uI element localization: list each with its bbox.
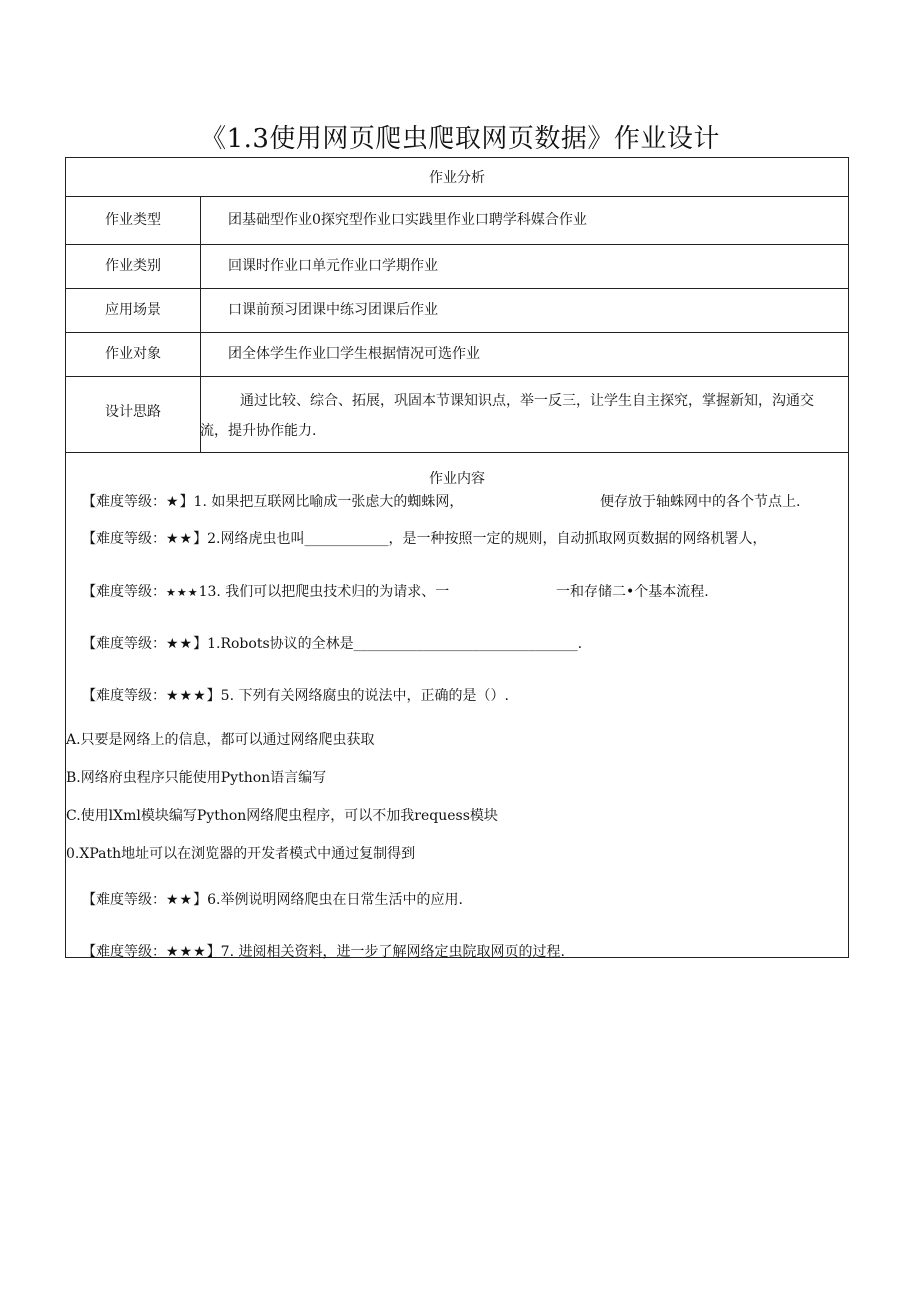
row-label-audience: 作业对象 bbox=[105, 346, 161, 362]
difficulty-label: 【难度等级： bbox=[82, 688, 166, 704]
question-1 bbox=[82, 491, 463, 511]
difficulty-stars: ★★★ bbox=[166, 586, 199, 599]
question-4 bbox=[82, 633, 582, 653]
question-text: 】7. 进阅相关资料，进一步了解网络定虫院取网页的过程. bbox=[206, 944, 565, 960]
row-divider bbox=[66, 452, 848, 453]
difficulty-stars: ★★★ bbox=[166, 944, 207, 960]
row-divider bbox=[66, 288, 848, 289]
question-text: 】2.网络虎虫也叫____________，是一种按照一定的规则，自动抓取网页数据的网络机署人， bbox=[193, 531, 767, 547]
question-text: 13. 我们可以把爬虫技术归的为请求、一 bbox=[198, 584, 450, 600]
document-title: 《1.3使用网页爬虫爬取网页数据》作业设计 bbox=[200, 124, 720, 154]
row-divider bbox=[66, 196, 848, 197]
option-c: C.使用lXml模块编写Python网络爬虫程序，可以不加我requess模块 bbox=[66, 808, 498, 824]
homework-table bbox=[65, 157, 849, 958]
difficulty-label: 【难度等级： bbox=[82, 944, 166, 960]
difficulty-stars: ★★ bbox=[166, 531, 194, 547]
difficulty-label: 【难度等级： bbox=[82, 636, 166, 652]
row-label-category: 作业类别 bbox=[105, 258, 161, 274]
row-label-type: 作业类型 bbox=[105, 212, 161, 228]
row-label-scenario: 应用场景 bbox=[105, 302, 161, 318]
row-value-design: 通过比较、综合、拓展，巩固本节课知识点，举一反三，让学生自主探究，掌握新知，沟通交流，提升协作能力. bbox=[200, 393, 814, 439]
row-value-category: 回课时作业口单元作业口学期作业 bbox=[228, 258, 438, 274]
option-b: B.网络府虫程序只能使用Python语言编写 bbox=[66, 770, 327, 786]
row-value-type: 团基础型作业0探究型作业口实践里作业口聘学科媒合作业 bbox=[228, 212, 587, 228]
difficulty-stars: ★ bbox=[166, 494, 180, 510]
option-a: A.只要是网络上的信息，都可以通过网络爬虫获取 bbox=[66, 732, 375, 748]
option-d: 0.XPath地址可以在浏览器的开发者模式中通过复制得到 bbox=[66, 846, 416, 862]
question-1-tail: 便存放于轴蛛网中的各个节点上. bbox=[600, 494, 801, 510]
difficulty-label: 【难度等级： bbox=[82, 892, 166, 908]
difficulty-stars: ★★ bbox=[166, 636, 194, 652]
question-3-tail: 一和存储二•个基本流程. bbox=[556, 584, 709, 600]
difficulty-label: 【难度等级： bbox=[82, 494, 166, 510]
question-7 bbox=[82, 941, 565, 961]
question-6 bbox=[82, 889, 463, 909]
analysis-header: 作业分析 bbox=[429, 170, 485, 186]
difficulty-label: 【难度等级： bbox=[82, 584, 166, 600]
difficulty-label: 【难度等级： bbox=[82, 531, 166, 547]
difficulty-stars: ★★★ bbox=[166, 688, 207, 704]
question-text: 】5. 下列有关网络腐虫的说法中，正确的是（）. bbox=[206, 688, 509, 704]
row-divider bbox=[66, 244, 848, 245]
row-value-audience: 团全体学生作业囗学生根据情况可选作业 bbox=[228, 346, 480, 362]
content-header: 作业内容 bbox=[429, 471, 485, 487]
difficulty-stars: ★★ bbox=[166, 892, 194, 908]
row-label-design: 设计思路 bbox=[105, 404, 161, 420]
question-2 bbox=[82, 528, 766, 548]
question-text: 】1.Robots协议的全林是________________________________. bbox=[193, 636, 583, 652]
row-value-scenario: 口课前预习团课中练习团课后作业 bbox=[228, 302, 438, 318]
question-text: 】6.举例说明网络爬虫在日常生活中的应用. bbox=[193, 892, 463, 908]
question-5 bbox=[82, 685, 509, 705]
row-divider bbox=[66, 332, 848, 333]
question-3 bbox=[82, 581, 449, 601]
row-divider bbox=[66, 376, 848, 377]
question-text: 】1. 如果把互联网比喻成一张虑大的蜘蛛网， bbox=[179, 494, 464, 510]
